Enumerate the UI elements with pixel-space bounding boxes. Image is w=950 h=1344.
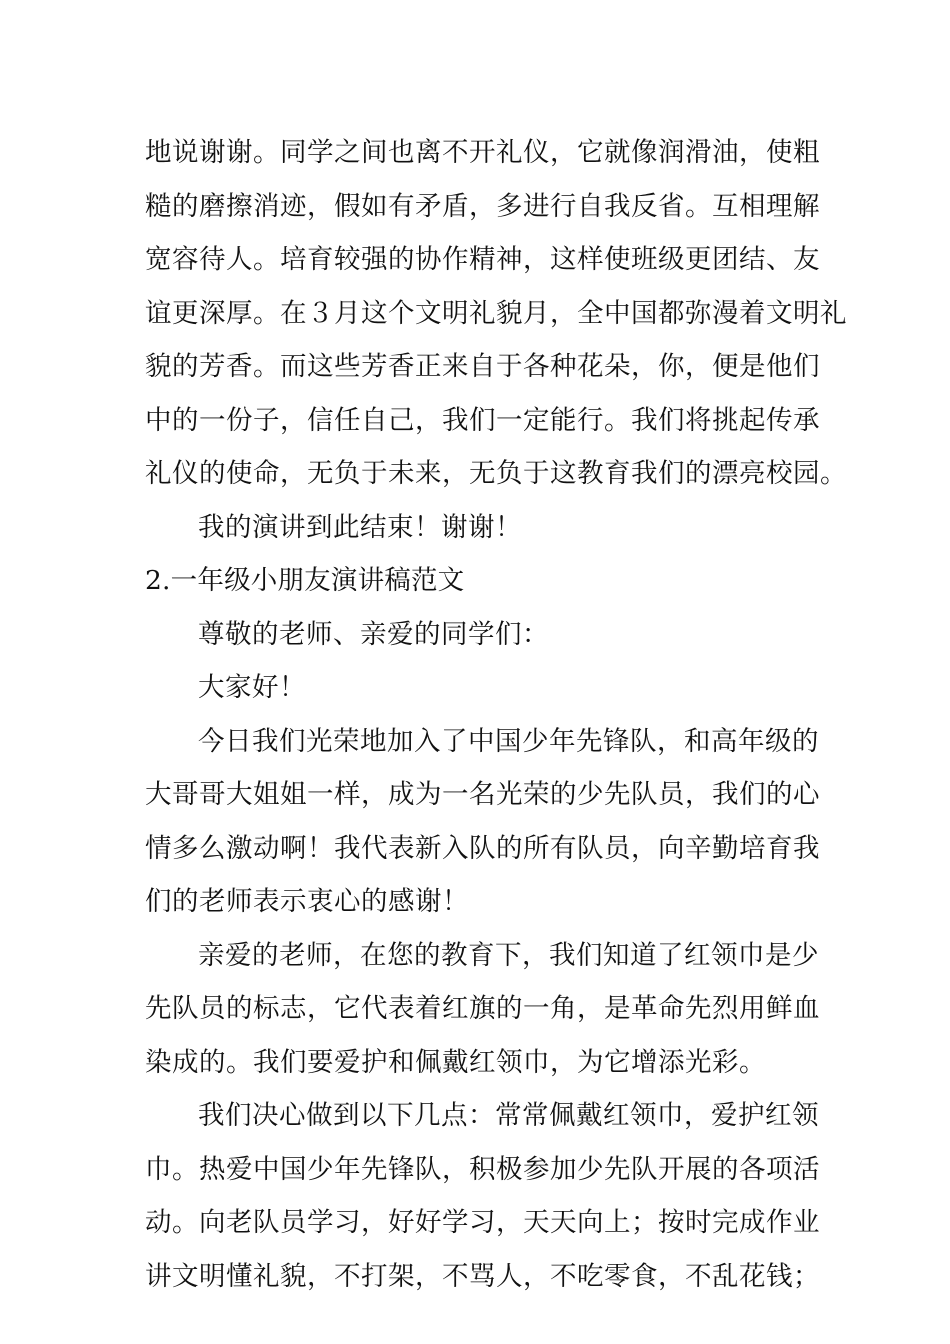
paragraph-etiquette-closing-line: 糙的磨擦消迹，假如有矛盾，多进行自我反省。互相理解 (145, 190, 820, 222)
paragraph-pledges-line: 巾。热爱中国少年先锋队，积极参加少先队开展的各项活 (145, 1153, 820, 1185)
paragraph-joining-line: 大哥哥大姐姐一样，成为一名光荣的少先队员，我们的心 (145, 779, 820, 810)
paragraph-salutation-line: 尊敬的老师、亲爱的同学们： (198, 618, 549, 650)
paragraph-etiquette-closing-line: 地说谢谢。同学之间也离不开礼仪，它就像润滑油，使粗 (145, 137, 820, 168)
paragraph-etiquette-closing-line: 谊更深厚。在３月这个文明礼貌月，全中国都弥漫着文明礼 (145, 297, 847, 329)
paragraph-pledges-line: 动。向老队员学习，好好学习，天天向上；按时完成作业 (145, 1207, 820, 1238)
paragraph-red-scarf-line: 先队员的标志，它代表着红旗的一角，是革命先烈用鲜血 (145, 993, 820, 1024)
paragraph-red-scarf-line: 染成的。我们要爱护和佩戴红领巾，为它增添光彩。 (145, 1046, 766, 1078)
paragraph-red-scarf-line: 亲爱的老师，在您的教育下，我们知道了红领巾是少 (198, 939, 819, 971)
paragraph-joining-line: 情多么激动啊！我代表新入队的所有队员，向辛勤培育我 (145, 832, 820, 864)
paragraph-etiquette-closing-line: 中的一份子，信任自己，我们一定能行。我们将挑起传承 (145, 404, 820, 436)
document-page (145, 126, 847, 1303)
paragraph-speech-end-line: 我的演讲到此结束！谢谢！ (198, 511, 522, 543)
paragraph-greeting-line: 大家好！ (198, 672, 306, 703)
paragraph-pledges-line: 讲文明懂礼貌，不打架，不骂人，不吃零食，不乱花钱； (145, 1260, 820, 1292)
paragraph-joining-line: 们的老师表示衷心的感谢！ (145, 886, 469, 917)
paragraph-joining-line: 今日我们光荣地加入了中国少年先锋队，和高年级的 (198, 725, 819, 757)
paragraph-etiquette-closing-line: 宽容待人。培育较强的协作精神，这样使班级更团结、友 (145, 244, 820, 275)
paragraph-etiquette-closing-line: 礼仪的使命，无负于未来，无负于这教育我们的漂亮校园。 (145, 458, 847, 489)
section-heading: 2.一年级小朋友演讲稿范文 (145, 565, 465, 596)
paragraph-pledges-line: 我们决心做到以下几点：常常佩戴红领巾，爱护红领 (198, 1100, 819, 1131)
paragraph-etiquette-closing-line: 貌的芳香。而这些芳香正来自于各种花朵，你，便是他们 (145, 351, 820, 382)
